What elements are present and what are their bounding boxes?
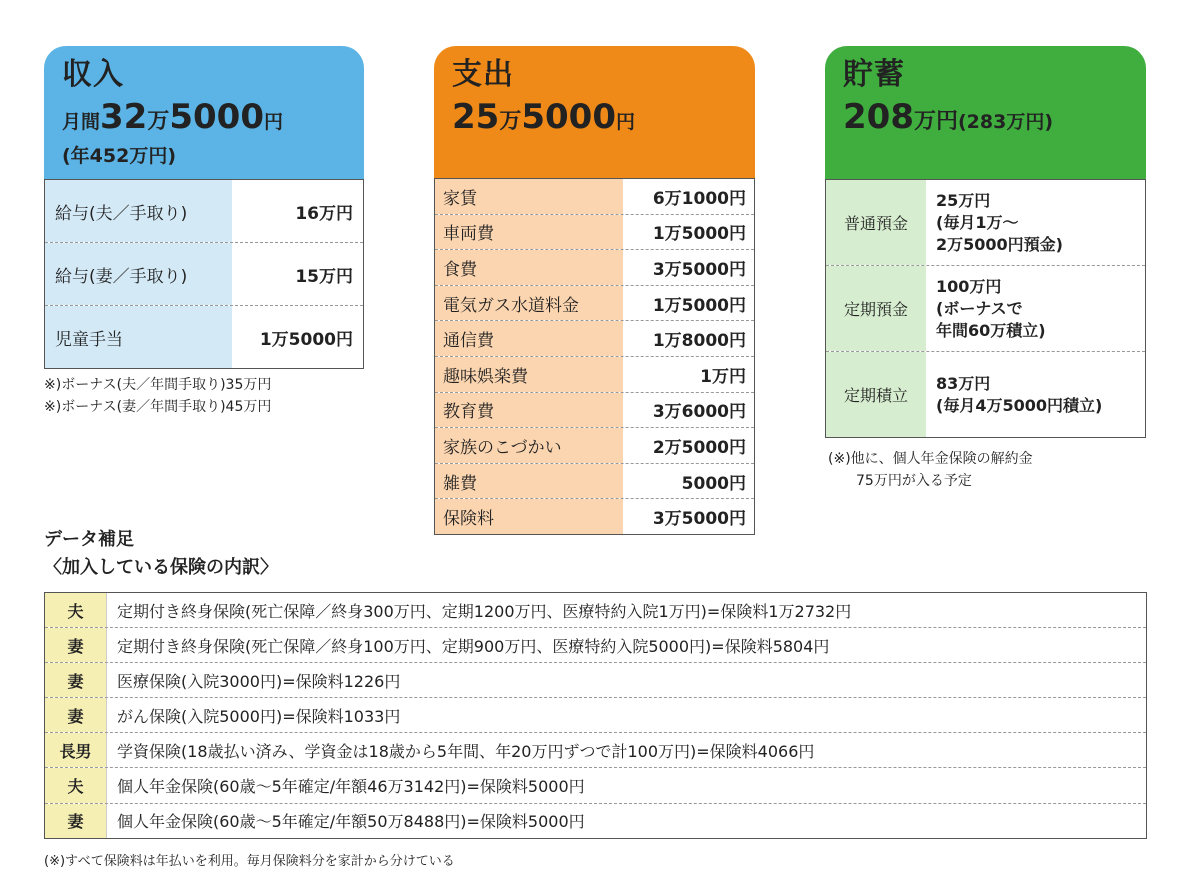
row-label: 通信費 [435,321,623,356]
row-value: 1万8000円 [652,331,746,352]
income-notes [44,374,271,418]
income-monthly-man: 万 [147,109,170,134]
row-label: 電気ガス水道料金 [435,286,623,321]
savings-header [825,46,1146,179]
expense-title: 支出 [452,57,514,92]
expense-total-man: 万 [499,109,522,134]
savings-note: 75万円が入る予定 [856,473,972,489]
row-label: 趣味娯楽費 [435,357,623,392]
value-line: 100万円 [936,276,1002,296]
row-label: 給与(夫／手取り) [45,180,232,242]
income-card [44,46,364,369]
row-label: 家賃 [435,179,623,214]
row-label: 給与(妻／手取り) [45,243,232,305]
row-value: 3万6000円 [652,402,746,423]
insured-person: 妻 [45,663,107,697]
expense-header [434,46,755,178]
insured-person: 夫 [45,768,107,802]
income-header [44,46,364,179]
insured-person: 妻 [45,628,107,662]
row-value [926,266,1145,351]
table-row [435,464,754,500]
income-monthly-a: 32 [100,97,148,137]
supplement-subtitle: 〈加入している保険の内訳〉 [44,557,278,578]
value-line: (毎月1万～ [936,212,1019,232]
row-value: 1万5000円 [652,224,746,245]
income-monthly [62,98,346,142]
expense-total [452,98,737,142]
table-row [45,733,1146,768]
insured-person: 長男 [45,733,107,767]
insurance-desc: 定期付き終身保険(死亡保障／終身300万円、定期1200万円、医療特約入院1万円)=保険料1万2732円 [117,601,852,621]
insurance-table [44,592,1147,839]
income-note: ※)ボーナス(妻／年間手取り)45万円 [44,399,272,415]
table-row [435,215,754,251]
row-value: 3万5000円 [652,509,746,530]
row-value: 6万1000円 [652,188,746,209]
table-row [45,698,1146,733]
expense-total-yen: 円 [615,111,635,133]
insurance-desc: 定期付き終身保険(死亡保障／終身100万円、定期900万円、医療特約入院5000円)=保険料5804円 [117,636,830,656]
row-value: 2万5000円 [652,437,746,458]
income-title: 収入 [62,57,124,92]
row-value: 16万円 [295,203,353,224]
row-label: 定期預金 [826,266,926,351]
insured-person: 妻 [45,804,107,838]
row-value: 1万5000円 [652,295,746,316]
row-label: 食費 [435,250,623,285]
table-row [435,357,754,393]
table-row [45,180,363,243]
table-row [826,266,1145,352]
savings-total-unit: 万円 [913,109,958,134]
row-value [926,352,1145,437]
insured-person: 妻 [45,698,107,732]
insurance-desc: 個人年金保険(60歳～5年確定/年額50万8488円)=保険料5000円 [117,812,585,832]
supplement-heading [44,526,278,582]
table-row [435,250,754,286]
row-value: 1万5000円 [259,329,353,350]
row-value: 1万円 [700,366,746,387]
table-row [45,768,1146,803]
income-monthly-yen: 円 [264,111,284,133]
savings-total-a: 208 [843,97,914,137]
table-row [435,393,754,429]
insurance-desc: がん保険(入院5000円)=保険料1033円 [117,706,401,726]
expense-card [434,46,755,535]
row-label: 雑費 [435,464,623,499]
table-row [435,179,754,215]
savings-card [825,46,1146,438]
income-monthly-b: 5000 [169,97,264,137]
expense-table [434,178,755,535]
row-label: 児童手当 [45,306,232,368]
row-label: 保険料 [435,499,623,534]
value-line: 83万円 [936,373,991,393]
row-value: 3万5000円 [652,259,746,280]
table-row [45,804,1146,838]
table-row [45,243,363,306]
row-label: 普通預金 [826,180,926,265]
row-label: 定期積立 [826,352,926,437]
table-row [435,286,754,322]
savings-table [825,179,1146,438]
table-row [826,180,1145,266]
table-row [435,321,754,357]
income-annual: (年452万円) [62,145,177,167]
insurance-desc: 学資保険(18歳払い済み、学資金は18歳から5年間、年20万円ずつで計100万円)=保険料4066円 [117,741,815,761]
savings-notes [828,448,1033,492]
footnote: (※)すべて保険料は年払いを利用。毎月保険料分を家計から分けている [44,854,455,869]
value-line: (毎月4万5000円積立) [936,395,1103,415]
table-row [45,593,1146,628]
insured-person: 夫 [45,593,107,627]
row-label: 家族のこづかい [435,428,623,463]
value-line: 2万5000円預金) [936,234,1063,254]
row-label: 教育費 [435,393,623,428]
income-table [44,179,364,369]
savings-title: 貯蓄 [843,57,905,92]
value-line: 年間60万積立) [936,320,1046,340]
table-row [45,306,363,368]
savings-total [843,98,1128,142]
expense-total-b: 5000 [521,97,616,137]
savings-total-paren: (283万円) [958,111,1054,133]
savings-note: (※)他に、個人年金保険の解約金 [828,451,1033,467]
supplement-title: データ補足 [44,529,134,550]
value-line: 25万円 [936,190,991,210]
row-label: 車両費 [435,215,623,250]
row-value: 15万円 [295,266,353,287]
expense-total-a: 25 [452,97,500,137]
row-value [926,180,1145,265]
insurance-desc: 個人年金保険(60歳～5年確定/年額46万3142円)=保険料5000円 [117,777,585,797]
table-row [435,428,754,464]
income-note: ※)ボーナス(夫／年間手取り)35万円 [44,377,272,393]
insurance-desc: 医療保険(入院3000円)=保険料1226円 [117,671,401,691]
table-row [45,663,1146,698]
income-monthly-prefix: 月間 [62,111,101,133]
value-line: (ボーナスで [936,298,1023,318]
row-value: 5000円 [681,473,746,494]
table-row [435,499,754,534]
table-row [45,628,1146,663]
table-row [826,352,1145,437]
